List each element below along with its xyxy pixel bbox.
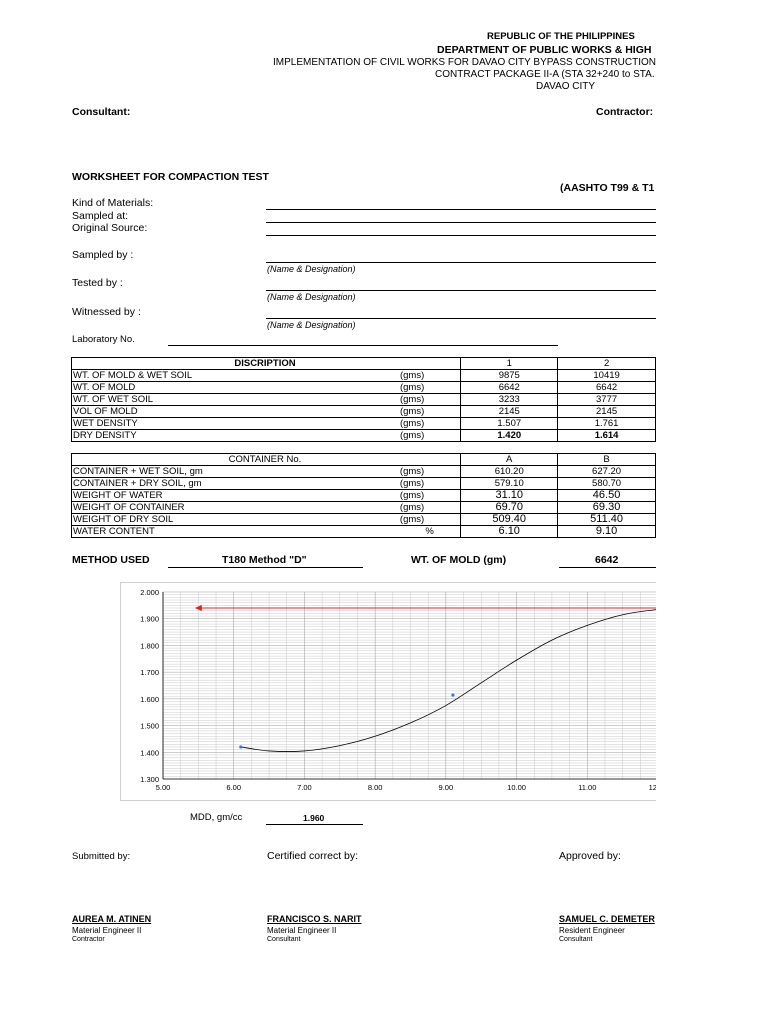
x-tick-label: 10.00 bbox=[507, 783, 526, 792]
method-used-line bbox=[168, 567, 363, 568]
table-row bbox=[72, 466, 656, 478]
kind-of-materials-field[interactable] bbox=[266, 209, 656, 210]
x-tick-label: 8.00 bbox=[367, 783, 383, 792]
trial-2-value: 6642 bbox=[558, 382, 656, 394]
compaction-chart bbox=[120, 582, 668, 801]
table-row bbox=[72, 526, 656, 538]
row-label: DRY DENSITY bbox=[72, 430, 399, 442]
table-header-cell: 2 bbox=[558, 358, 656, 370]
row-label: WEIGHT OF CONTAINER bbox=[72, 502, 399, 514]
container-b-value: 580.70 bbox=[558, 478, 656, 490]
compaction-curve-plot bbox=[121, 583, 668, 800]
tested-by-designation: (Name & Designation) bbox=[267, 292, 356, 302]
certified-by-label: Certified correct by: bbox=[267, 850, 359, 862]
x-tick-label: 5.00 bbox=[155, 783, 171, 792]
kind-of-materials-label: Kind of Materials: bbox=[72, 197, 154, 209]
container-b-value: 9.10 bbox=[558, 526, 656, 538]
row-label: CONTAINER + WET SOIL, gm bbox=[72, 466, 399, 478]
signatory-title: Resident Engineer bbox=[559, 926, 625, 935]
sampled-by-label: Sampled by : bbox=[72, 249, 134, 261]
table-row bbox=[72, 502, 656, 514]
table-header-cell: DISCRIPTION bbox=[72, 358, 399, 370]
original-source-label: Original Source: bbox=[72, 222, 148, 234]
x-tick-label: 6.00 bbox=[226, 783, 242, 792]
y-tick-label: 1.500 bbox=[140, 721, 159, 731]
compaction-curve bbox=[241, 607, 656, 752]
row-unit: % bbox=[399, 526, 461, 538]
worksheet-standard: (AASHTO T99 & T1 bbox=[560, 182, 655, 194]
trial-2-value: 1.761 bbox=[558, 418, 656, 430]
header-city: DAVAO CITY bbox=[536, 81, 596, 92]
table-row bbox=[72, 394, 656, 406]
y-tick-label: 1.800 bbox=[140, 641, 159, 651]
row-label: WATER CONTENT bbox=[72, 526, 399, 538]
y-tick-label: 1.400 bbox=[140, 748, 159, 758]
signatory-title: Material Engineer II bbox=[267, 926, 337, 935]
y-tick-label: 1.700 bbox=[140, 668, 159, 678]
mdd-value: 1.960 bbox=[303, 813, 325, 823]
trial-1-value: 1.420 bbox=[461, 430, 558, 442]
table-header-cell bbox=[399, 454, 461, 466]
row-label: WEIGHT OF WATER bbox=[72, 490, 399, 502]
trial-2-value: 3777 bbox=[558, 394, 656, 406]
signatory-org: Consultant bbox=[267, 936, 301, 943]
container-a-value: 579.10 bbox=[461, 478, 558, 490]
table-header-cell: CONTAINER No. bbox=[72, 454, 399, 466]
header-project: IMPLEMENTATION OF CIVIL WORKS FOR DAVAO CITY BYPASS CONSTRUCTION bbox=[273, 57, 656, 68]
row-unit: (gms) bbox=[399, 394, 461, 406]
approved-by-label: Approved by: bbox=[559, 850, 621, 862]
table-header-cell: B bbox=[558, 454, 656, 466]
trial-2-value: 1.614 bbox=[558, 430, 656, 442]
signatory-name: SAMUEL C. DEMETER bbox=[559, 914, 655, 924]
table-row bbox=[72, 490, 656, 502]
tested-by-label: Tested by : bbox=[72, 277, 123, 289]
trial-2-value: 2145 bbox=[558, 406, 656, 418]
y-tick-label: 1.900 bbox=[140, 614, 159, 624]
sampled-at-label: Sampled at: bbox=[72, 210, 129, 222]
row-unit: (gms) bbox=[399, 370, 461, 382]
row-unit: (gms) bbox=[399, 514, 461, 526]
table-row bbox=[72, 370, 656, 382]
table-row bbox=[72, 430, 656, 442]
container-a-value: 509.40 bbox=[461, 514, 558, 526]
row-label: WT. OF MOLD bbox=[72, 382, 399, 394]
table-header-cell bbox=[399, 358, 461, 370]
density-table bbox=[71, 357, 656, 442]
mdd-label: MDD, gm/cc bbox=[190, 812, 243, 823]
trial-1-value: 1.507 bbox=[461, 418, 558, 430]
row-unit: (gms) bbox=[399, 430, 461, 442]
container-a-value: 6.10 bbox=[461, 526, 558, 538]
y-tick-label: 1.600 bbox=[140, 694, 159, 704]
witnessed-by-field[interactable] bbox=[266, 318, 656, 319]
row-unit: (gms) bbox=[399, 478, 461, 490]
row-unit: (gms) bbox=[399, 502, 461, 514]
row-label: WT. OF WET SOIL bbox=[72, 394, 399, 406]
tested-by-field[interactable] bbox=[266, 290, 656, 291]
signatory-title: Material Engineer II bbox=[72, 926, 142, 935]
table-row bbox=[72, 478, 656, 490]
method-used-label: METHOD USED bbox=[72, 554, 150, 566]
y-tick-label: 1.300 bbox=[140, 775, 159, 784]
y-tick-label: 2.000 bbox=[140, 588, 159, 597]
header-department: DEPARTMENT OF PUBLIC WORKS & HIGH bbox=[437, 44, 652, 56]
container-b-value: 627.20 bbox=[558, 466, 656, 478]
container-b-value: 46.50 bbox=[558, 490, 656, 502]
row-unit: (gms) bbox=[399, 406, 461, 418]
x-tick-label: 7.00 bbox=[297, 783, 312, 792]
mold-weight-value: 6642 bbox=[595, 554, 619, 566]
density-table-header bbox=[72, 358, 656, 370]
moisture-table-header bbox=[72, 454, 656, 466]
table-header-cell: 1 bbox=[461, 358, 558, 370]
row-label: WT. OF MOLD & WET SOIL bbox=[72, 370, 399, 382]
trial-1-value: 9875 bbox=[461, 370, 558, 382]
container-a-value: 610.20 bbox=[461, 466, 558, 478]
x-tick-label: 12.00 bbox=[648, 783, 668, 792]
signatory-org: Consultant bbox=[559, 936, 593, 943]
table-row bbox=[72, 406, 656, 418]
signatory-name: AUREA M. ATINEN bbox=[72, 914, 152, 924]
sampled-by-designation: (Name & Designation) bbox=[267, 264, 356, 274]
method-used-value: T180 Method "D" bbox=[222, 554, 307, 566]
signatory-org: Contractor bbox=[72, 936, 105, 943]
table-header-cell: A bbox=[461, 454, 558, 466]
trial-1-value: 2145 bbox=[461, 406, 558, 418]
laboratory-no-label: Laboratory No. bbox=[72, 334, 135, 345]
sampled-at-field[interactable] bbox=[266, 222, 656, 223]
table-row bbox=[72, 514, 656, 526]
x-tick-label: 9.00 bbox=[438, 783, 454, 792]
data-point bbox=[239, 745, 242, 748]
row-unit: (gms) bbox=[399, 418, 461, 430]
submitted-by-label: Submitted by: bbox=[72, 851, 131, 862]
container-a-value: 31.10 bbox=[461, 490, 558, 502]
table-row bbox=[72, 382, 656, 394]
trial-1-value: 3233 bbox=[461, 394, 558, 406]
witnessed-by-label: Witnessed by : bbox=[72, 306, 141, 318]
trial-1-value: 6642 bbox=[461, 382, 558, 394]
mold-weight-label: WT. OF MOLD (gm) bbox=[411, 554, 507, 566]
header-republic: REPUBLIC OF THE PHILIPPINES bbox=[487, 31, 635, 42]
row-label: VOL OF MOLD bbox=[72, 406, 399, 418]
x-tick-label: 11.00 bbox=[578, 783, 597, 792]
worksheet-title: WORKSHEET FOR COMPACTION TEST bbox=[72, 171, 269, 183]
consultant-label: Consultant: bbox=[72, 106, 131, 118]
container-b-value: 69.30 bbox=[558, 502, 656, 514]
row-label: WET DENSITY bbox=[72, 418, 399, 430]
signatory-name: FRANCISCO S. NARIT bbox=[267, 914, 362, 924]
row-unit: (gms) bbox=[399, 466, 461, 478]
row-unit: (gms) bbox=[399, 382, 461, 394]
contractor-label: Contractor: bbox=[596, 106, 654, 118]
mold-weight-line bbox=[559, 567, 656, 568]
table-row bbox=[72, 418, 656, 430]
trial-2-value: 10419 bbox=[558, 370, 656, 382]
laboratory-no-field[interactable] bbox=[168, 345, 558, 346]
row-label: WEIGHT OF DRY SOIL bbox=[72, 514, 399, 526]
row-label: CONTAINER + DRY SOIL, gm bbox=[72, 478, 399, 490]
row-unit: (gms) bbox=[399, 490, 461, 502]
data-point bbox=[451, 694, 454, 697]
moisture-table bbox=[71, 453, 656, 538]
sampled-by-field[interactable] bbox=[266, 262, 656, 263]
mdd-line bbox=[266, 824, 363, 825]
original-source-field[interactable] bbox=[266, 235, 656, 236]
header-contract: CONTRACT PACKAGE II-A (STA 32+240 to STA. bbox=[435, 69, 655, 80]
container-a-value: 69.70 bbox=[461, 502, 558, 514]
container-b-value: 511.40 bbox=[558, 514, 656, 526]
witnessed-by-designation: (Name & Designation) bbox=[267, 320, 356, 330]
